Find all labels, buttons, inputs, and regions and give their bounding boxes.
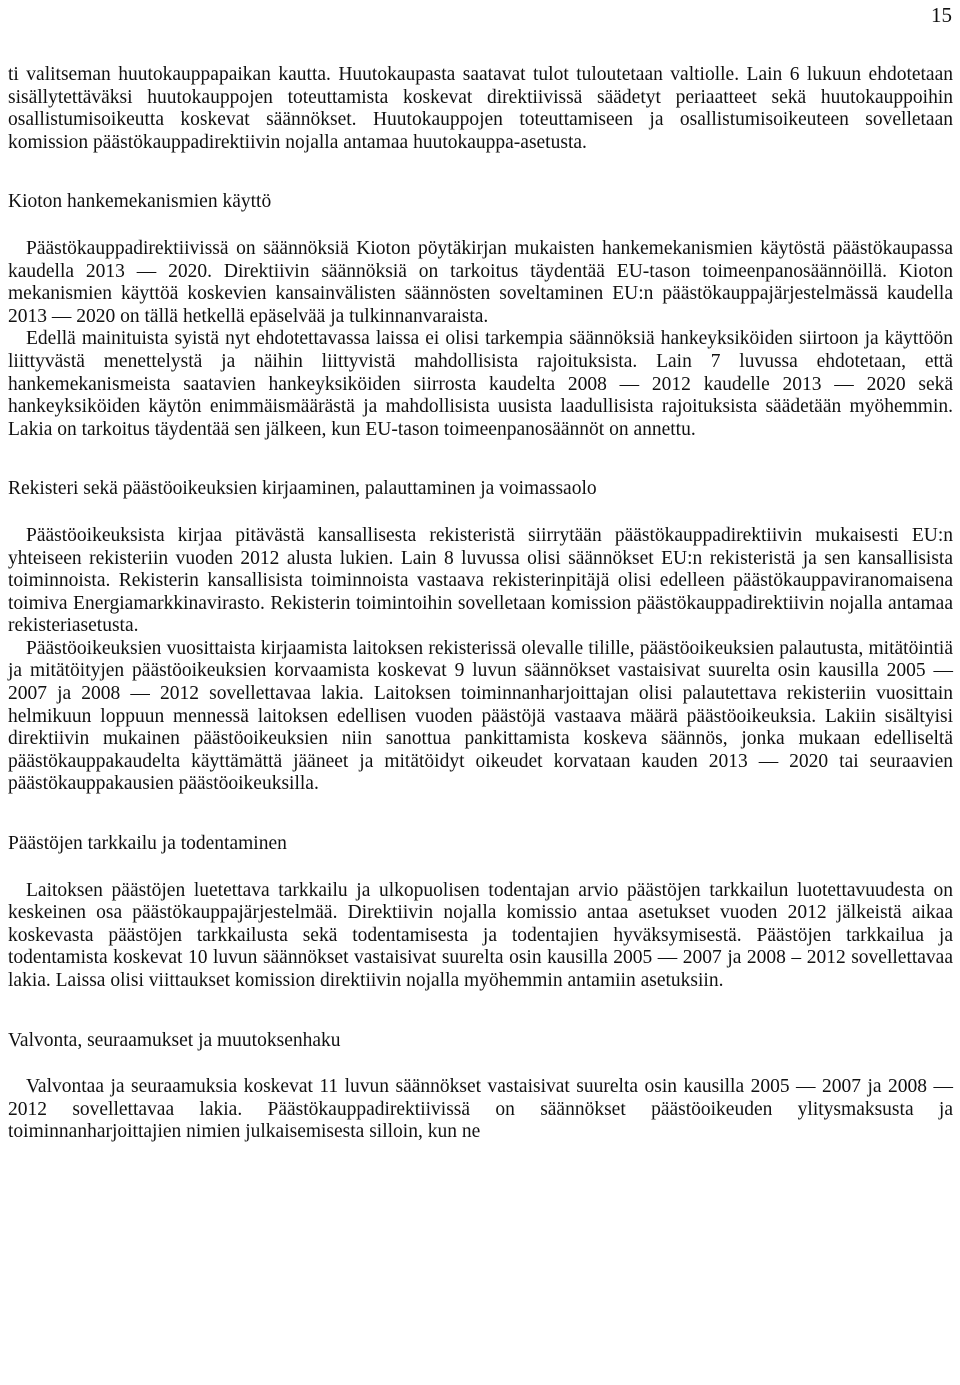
body-paragraph: Päästökauppadirektiivissä on säännöksiä Kioton pöytäkirjan mukaisten hankemekanismien käytöstä päästökaupassa kaudella 2013 — 2020. Direktiivin säännöksiä on tarkoitus täydentää EU-tason toimeenpanosäännöillä. Kioton mekanismien käyttöä koskevien kansainvälisten säännösten soveltaminen EU:n päästökauppajärjestelmässä kaudella 2013 — 2020 on tällä hetkellä epäselvää ja tulkinnanvaraista. <box>8 237 953 327</box>
body-paragraph: Päästöoikeuksien vuosittaista kirjaamista laitoksen rekisterissä olevalle tilille, päästöoikeuksien palautusta, mitätöintiä ja mitätöityjen päästöoikeuksien korvaamista koskevat 9 luvun säännökset vastaisivat suurelta osin kausilla 2005 — 2007 ja 2008 — 2012 sovellettavaa lakia. Laitoksen toiminnanharjoittajan olisi palautettava rekisteriin vuosittain helmikuun loppuun mennessä laitoksen edellisen vuoden päästöjä vastaava määrä päästöoikeuksia. Lakiin sisältyisi direktiivin mukainen päästöoikeuksien niin sanottua pankittamista koskeva säännös, jonka mukaan edelliseltä päästökauppakaudelta käyttämättä jääneet ja mitätöidyt oikeudet korvataan kauden 2013 — 2020 tai seuraavien päästökauppakausien päästöoikeuksilla. <box>8 637 953 795</box>
body-paragraph: Edellä mainituista syistä nyt ehdotettavassa laissa ei olisi tarkempia säännöksiä hankeyksiköiden siirtoon ja käyttöön liittyvästä menettelystä ja näihin liittyvistä mahdollisista rajoituksista. Lain 7 luvussa ehdotetaan, että hankemekanismeista saatavien hankeyksiköiden siirrosta kaudelta 2008 — 2012 kaudelle 2013 — 2020 sekä hankeyksiköiden käytön enimmäismäärästä ja mahdollisista uusista laadullisista rajoituksista säädetään myöhemmin. Lakia on tarkoitus täydentää sen jälkeen, kun EU-tason toimeenpanosäännöt on annettu. <box>8 328 953 440</box>
body-paragraph: Päästöoikeuksista kirjaa pitävästä kansallisesta rekisteristä siirrytään päästökauppadirektiivin mukaisesti EU:n yhteiseen rekisteriin vuoden 2012 alusta lukien. Lain 8 luvussa olisi säännökset EU:n rekisteristä ja sen kansallisista toiminnoista. Rekisterin kansallisista toiminnoista vastaava rekisterinpitäjä olisi edelleen päästökauppaviranomaisena toimiva Energiamarkkinavirasto. Rekisterin toimintoihin sovelletaan komission päästökauppadirektiivin nojalla antamaa rekisteriasetusta. <box>8 524 953 637</box>
section-heading-monitoring: Päästöjen tarkkailu ja todentaminen <box>8 833 287 855</box>
page-content <box>8 64 953 1144</box>
body-paragraph: Valvontaa ja seuraamuksia koskevat 11 luvun säännökset vastaisivat suurelta osin kausilla 2005 — 2007 ja 2008 — 2012 sovellettavaa lakia. Päästökauppadirektiivissä on säännökset päästöoikeuden ylitysmaksusta ja toiminnanharjoittajien nimien julkaisemisesta silloin, kun ne <box>8 1076 953 1143</box>
section-heading-kyoto-mechanisms: Kioton hankemekanismien käyttö <box>8 191 272 213</box>
page-number: 15 <box>931 3 952 27</box>
intro-paragraph: ti valitseman huutokauppapaikan kautta. Huutokaupasta saatavat tulot tuloutetaan valtiolle. Lain 6 lukuun ehdotetaan sisällytettäväksi huutokauppojen toteuttamista koskevat direktiivissä säädetyt periaatteet sekä huutokauppoihin osallistumisoikeutta koskevat säännökset. Huutokauppojen toteuttamiseen ja osallistumisoikeuteen sovelletaan komission päästökauppadirektiivin nojalla antamaa huutokauppa-asetusta. <box>8 64 953 153</box>
body-paragraph: Laitoksen päästöjen luetettava tarkkailu ja ulkopuolisen todentajan arvio päästöjen tarkkailun luotettavuudesta on keskeinen osa päästökauppajärjestelmää. Direktiivin nojalla komissio antaa asetukset vuoden 2012 jälkeistä aikaa koskevasta päästöjen tarkkailusta sekä todentamisesta ja todentajien hyväksymisestä. Päästöjen tarkkailua ja todentamista koskevat 10 luvun säännökset vastaisivat suurelta osin kausilla 2005 — 2007 ja 2008 – 2012 sovellettavaa lakia. Laissa olisi viittaukset komission direktiivin nojalla myöhemmin antamiin asetuksiin. <box>8 879 953 991</box>
section-heading-supervision: Valvonta, seuraamukset ja muutoksenhaku <box>8 1029 341 1051</box>
section-heading-registry: Rekisteri sekä päästöoikeuksien kirjaaminen, palauttaminen ja voimassaolo <box>8 478 597 500</box>
